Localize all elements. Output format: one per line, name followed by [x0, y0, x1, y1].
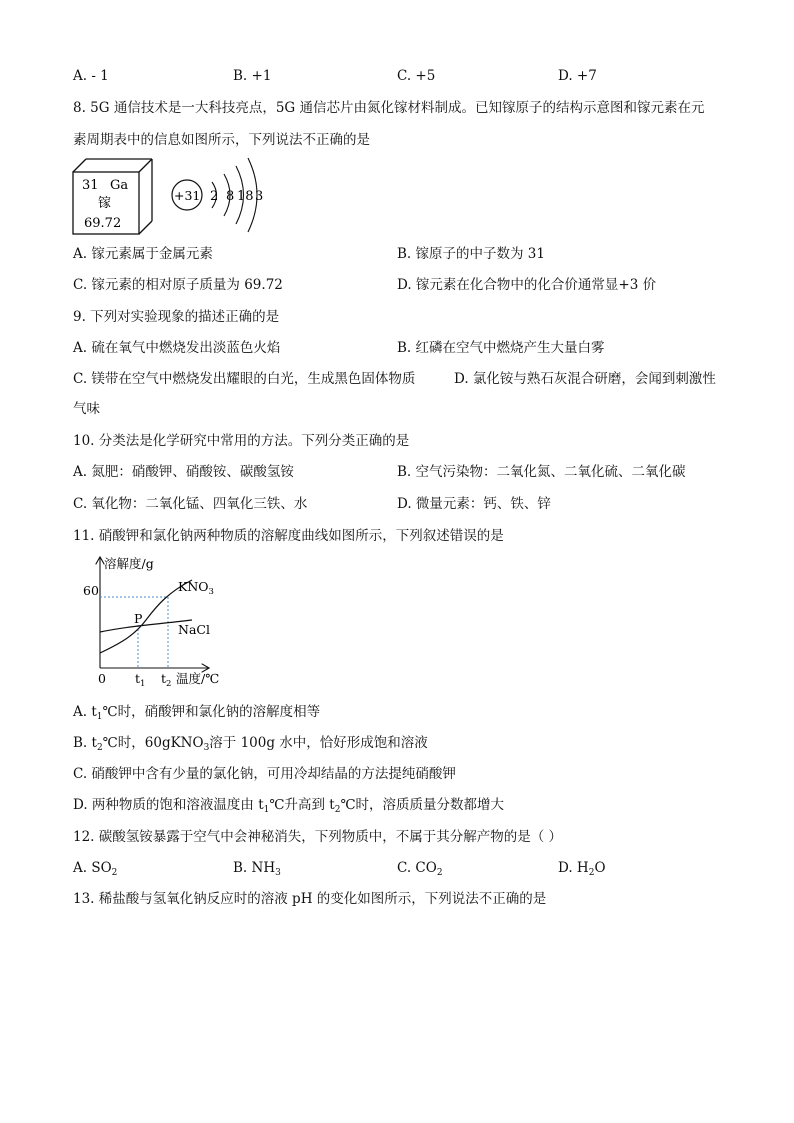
- nacl-label: NaCl: [178, 622, 210, 637]
- x-tick-t2: $t_2$: [161, 671, 172, 689]
- y-tick-60: 60: [83, 583, 99, 598]
- shell-3-count: 18: [237, 189, 254, 204]
- q9-option-d: D. 氯化铵与熟石灰混合研磨，会闻到刺激性: [454, 371, 716, 387]
- nucleus-charge: +31: [174, 188, 201, 203]
- q7-option-a: A. - 1: [73, 68, 109, 84]
- y-axis-label: 溶解度/g: [104, 556, 154, 571]
- origin-label: 0: [98, 671, 106, 686]
- shell-1-count: 2: [210, 189, 219, 204]
- q9-option-b: B. 红磷在空气中燃烧产生大量白雾: [397, 340, 605, 356]
- q7-option-d: D. +7: [558, 68, 597, 84]
- solubility-chart: [74, 552, 234, 690]
- q11-stem: 11. 硝酸钾和氯化钠两种物质的溶解度曲线如图所示，下列叙述错误的是: [73, 528, 504, 544]
- q10-option-d: D. 微量元素：钙、铁、锌: [397, 496, 551, 512]
- q12-option-c: C. $CO_2$: [397, 860, 443, 878]
- element-mass: 69.72: [84, 216, 122, 231]
- shell-4-count: 3: [255, 189, 264, 204]
- q12-stem: 12. 碳酸氢铵暴露于空气中会神秘消失，下列物质中，不属于其分解产物的是（ ）: [73, 829, 563, 845]
- q8-option-c: C. 镓元素的相对原子质量为 69.72: [73, 277, 283, 293]
- kno3-label: $KNO_3$: [178, 579, 214, 597]
- q10-option-b: B. 空气污染物：二氧化氮、二氧化硫、二氧化碳: [397, 464, 686, 480]
- intersection-point-p: P: [134, 611, 143, 626]
- q7-option-b: B. +1: [233, 68, 272, 84]
- q9-stem: 9. 下列对实验现象的描述正确的是: [73, 309, 280, 325]
- x-tick-t1: $t_1$: [135, 671, 146, 689]
- q11-option-a: A. $t_1℃$时，硝酸钾和氯化钠的溶解度相等: [73, 704, 321, 722]
- q9-option-c: C. 镁带在空气中燃烧发出耀眼的白光，生成黑色固体物质: [73, 371, 416, 387]
- q9-option-d-cont: 气味: [73, 401, 100, 417]
- q11-option-b: B. $t_2℃$时，60gKNO$_3$溶于 100g 水中，恰好形成饱和溶液: [73, 735, 428, 753]
- q8-stem-line2: 素周期表中的信息如图所示，下列说法不正确的是: [73, 132, 370, 148]
- element-atomic-number: 31: [82, 178, 99, 193]
- shell-2-count: 8: [226, 189, 235, 204]
- q12-option-d: D. $H_2O$: [558, 860, 606, 878]
- element-symbol: Ga: [110, 178, 129, 193]
- q12-option-a: A. $SO_2$: [73, 860, 118, 878]
- x-axis-label: 温度/℃: [176, 671, 220, 686]
- q8-figure: [66, 152, 286, 238]
- element-name: 镓: [98, 196, 112, 211]
- q11-option-d: D. 两种物质的饱和溶液温度由 $t_1℃$升高到 $t_2℃$时，溶质质量分数都增大: [73, 797, 505, 815]
- q12-option-b: B. $NH_3$: [233, 860, 281, 878]
- q7-option-c: C. +5: [397, 68, 436, 84]
- q10-option-a: A. 氮肥：硝酸钾、硝酸铵、碳酸氢铵: [73, 464, 294, 480]
- q8-option-d: D. 镓元素在化合物中的化合价通常显+3 价: [397, 277, 657, 293]
- q10-option-c: C. 氧化物：二氧化锰、四氧化三铁、水: [73, 496, 308, 512]
- q8-option-b: B. 镓原子的中子数为 31: [397, 246, 545, 262]
- q11-option-c: C. 硝酸钾中含有少量的氯化钠，可用冷却结晶的方法提纯硝酸钾: [73, 766, 456, 782]
- q9-option-a: A. 硫在氧气中燃烧发出淡蓝色火焰: [73, 340, 281, 356]
- q10-stem: 10. 分类法是化学研究中常用的方法。下列分类正确的是: [73, 433, 410, 449]
- q8-stem-line1: 8. 5G 通信技术是一大科技亮点，5G 通信芯片由氮化镓材料制成。已知镓原子的结构示意图和镓元素在元: [73, 100, 705, 116]
- q8-option-a: A. 镓元素属于金属元素: [73, 246, 213, 262]
- q13-stem: 13. 稀盐酸与氢氧化钠反应时的溶液 pH 的变化如图所示，下列说法不正确的是: [73, 891, 547, 907]
